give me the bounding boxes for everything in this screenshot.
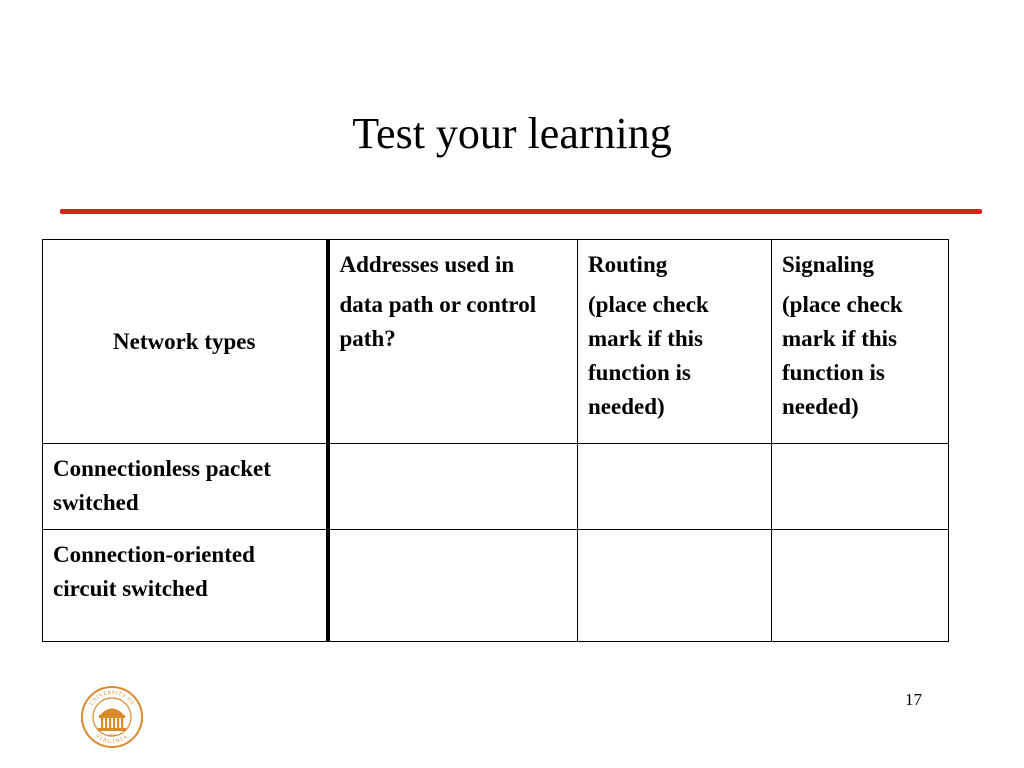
answer-cell-routing[interactable]: [578, 444, 772, 530]
column-heading: Signaling: [782, 252, 875, 277]
svg-text:1819: 1819: [108, 733, 116, 738]
quiz-table: [42, 239, 949, 642]
university-seal-logo: [80, 685, 144, 749]
answer-cell-addresses[interactable]: [328, 530, 578, 642]
column-detail: (place check mark if this function is needed): [782, 292, 903, 419]
title-underline: [60, 209, 982, 214]
column-detail: (place check mark if this function is needed): [588, 292, 709, 419]
column-header-routing: [578, 240, 772, 444]
table-row: [43, 444, 949, 530]
column-heading: Routing: [588, 252, 668, 277]
row-label: Connection-oriented circuit switched: [43, 530, 328, 642]
column-header-signaling: [772, 240, 949, 444]
slide-title: Test your learning: [352, 109, 672, 158]
network-types-header: Network types: [43, 240, 328, 444]
column-header-addresses: [328, 240, 578, 444]
answer-cell-signaling[interactable]: [772, 444, 949, 530]
answer-cell-routing[interactable]: [578, 530, 772, 642]
table-header-row: [43, 240, 949, 444]
svg-text:UNIVERSITY OF: UNIVERSITY OF: [88, 689, 136, 707]
row-label: Connectionless packet switched: [43, 444, 328, 530]
table-row: [43, 530, 949, 642]
column-heading: Addresses used in: [339, 252, 515, 277]
column-detail: data path or control path?: [339, 292, 537, 351]
answer-cell-signaling[interactable]: [772, 530, 949, 642]
answer-cell-addresses[interactable]: [328, 444, 578, 530]
slide-number: 17: [905, 690, 922, 709]
svg-text:VIRGINIA: VIRGINIA: [94, 733, 130, 746]
